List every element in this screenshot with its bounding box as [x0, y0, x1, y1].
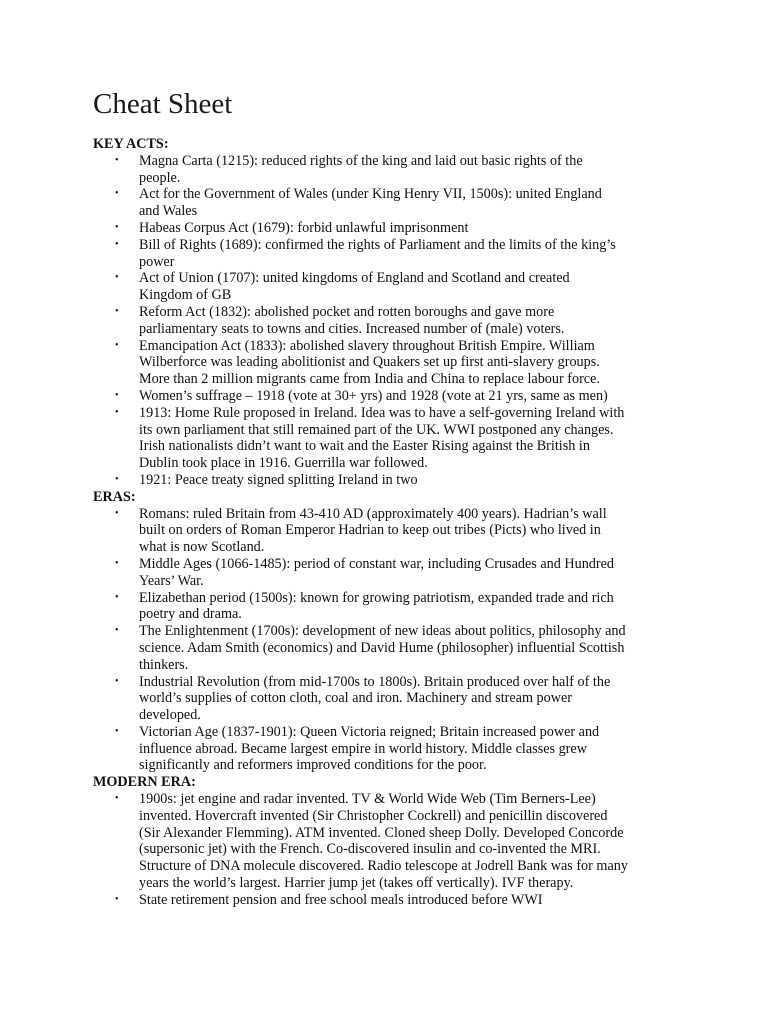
section-heading: MODERN ERA: — [93, 774, 196, 791]
bullet-icon: • — [115, 893, 119, 905]
list-item — [93, 186, 693, 220]
bullet-list — [93, 153, 693, 489]
list-item — [93, 590, 693, 624]
bullet-icon: • — [115, 557, 119, 569]
bullet-icon: • — [115, 725, 119, 737]
bullet-icon: • — [115, 473, 119, 485]
list-item — [93, 338, 693, 388]
list-item — [93, 556, 693, 590]
bullet-icon: • — [115, 406, 119, 418]
bullet-icon: • — [115, 154, 119, 166]
list-item — [93, 892, 693, 909]
list-item-text: 1921: Peace treaty signed splitting Ireland in two — [139, 471, 418, 488]
bullet-icon: • — [115, 625, 119, 637]
list-item — [93, 237, 693, 271]
list-item — [93, 472, 693, 489]
list-item — [93, 405, 693, 472]
list-item — [93, 724, 693, 774]
list-item — [93, 304, 693, 338]
bullet-icon: • — [115, 507, 119, 519]
list-item-text: Middle Ages (1066-1485): period of constant war, including Crusades and Hundred Years’ War. — [139, 555, 615, 589]
bullet-icon: • — [115, 675, 119, 687]
list-item-text: Emancipation Act (1833): abolished slavery throughout British Empire. William Wilberforce was leading abolitionist and Quakers set up first anti-slavery groups. More than 2 million migrants came from India and China to replace labour force. — [139, 337, 600, 388]
list-item — [93, 270, 693, 304]
list-item — [93, 388, 693, 405]
list-item-text: Victorian Age (1837-1901): Queen Victoria reigned; Britain increased power and influence abroad. Became largest empire in world history. Middle classes grew significantly and reformers improved conditions for the poor. — [139, 723, 600, 774]
list-item — [93, 506, 693, 556]
list-item-text: Bill of Rights (1689): confirmed the rights of Parliament and the limits of the king’s power — [139, 236, 616, 270]
list-item-text: Elizabethan period (1500s): known for growing patriotism, expanded trade and rich poetry and drama. — [139, 589, 614, 623]
bullet-icon: • — [115, 188, 119, 200]
list-item-text: The Enlightenment (1700s): development of new ideas about politics, philosophy and science. Adam Smith (economics) and David Hume (philosopher) influential Scottish thinkers. — [139, 623, 626, 673]
list-item-text: Magna Carta (1215): reduced rights of the king and laid out basic rights of the people. — [139, 152, 583, 186]
bullet-icon: • — [115, 389, 119, 401]
list-item-text: 1900s: jet engine and radar invented. TV & World Wide Web (Tim Berners-Lee) invented. Hovercraft invented (Sir Christopher Cockrell) and penicillin discovered (Sir Alexander Flemming). ATM invented. Cloned sheep Dolly. Developed Concorde (supersonic jet) with the French. Co-discovered insulin and co-invented the MRI. Structure of DNA molecule discovered. Radio telescope at Jodrell Bank was for many years the world’s largest. Harrier jump jet (takes off vertically). IVF therapy. — [139, 791, 628, 892]
list-item — [93, 220, 693, 237]
bullet-icon: • — [115, 793, 119, 805]
bullet-icon: • — [115, 305, 119, 317]
bullet-list — [93, 791, 693, 909]
bullet-icon: • — [115, 238, 119, 250]
document-body — [93, 136, 693, 909]
bullet-icon: • — [115, 272, 119, 284]
list-item — [93, 791, 693, 892]
bullet-icon: • — [115, 339, 119, 351]
list-item-text: Women’s suffrage – 1918 (vote at 30+ yrs) and 1928 (vote at 21 yrs, same as men) — [139, 387, 608, 404]
list-item-text: State retirement pension and free school meals introduced before WWI — [139, 891, 543, 908]
list-item-text: 1913: Home Rule proposed in Ireland. Idea was to have a self-governing Ireland with its own parliament that still remained part of the UK. WWI postponed any changes. Irish nationalists didn’t want to wait and the Easter Rising against the British in Dublin took place in 1916. Guerrilla war followed. — [139, 404, 625, 472]
section-heading: ERAS: — [93, 488, 136, 505]
list-item-text: Habeas Corpus Act (1679): forbid unlawful imprisonment — [139, 219, 469, 236]
list-item-text: Reform Act (1832): abolished pocket and rotten boroughs and gave more parliamentary seats to towns and cities. Increased number of (male) voters. — [139, 303, 565, 337]
page-title: Cheat Sheet — [93, 88, 233, 120]
list-item — [93, 674, 693, 724]
bullet-list — [93, 506, 693, 775]
list-item-text: Romans: ruled Britain from 43-410 AD (approximately 400 years). Hadrian’s wall built on orders of Roman Emperor Hadrian to keep out tribes (Picts) who lived in what is now Scotland. — [139, 505, 607, 556]
list-item-text: Industrial Revolution (from mid-1700s to 1800s). Britain produced over half of the world’s supplies of cotton cloth, coal and iron. Machinery and stream power developed. — [139, 673, 611, 724]
list-item-text: Act of Union (1707): united kingdoms of England and Scotland and created Kingdom of GB — [139, 270, 570, 304]
list-item-text: Act for the Government of Wales (under King Henry VII, 1500s): united England and Wales — [139, 186, 602, 220]
list-item — [93, 153, 693, 187]
section-heading: KEY ACTS: — [93, 136, 169, 152]
list-item — [93, 623, 693, 673]
bullet-icon: • — [115, 591, 119, 603]
bullet-icon: • — [115, 221, 119, 233]
